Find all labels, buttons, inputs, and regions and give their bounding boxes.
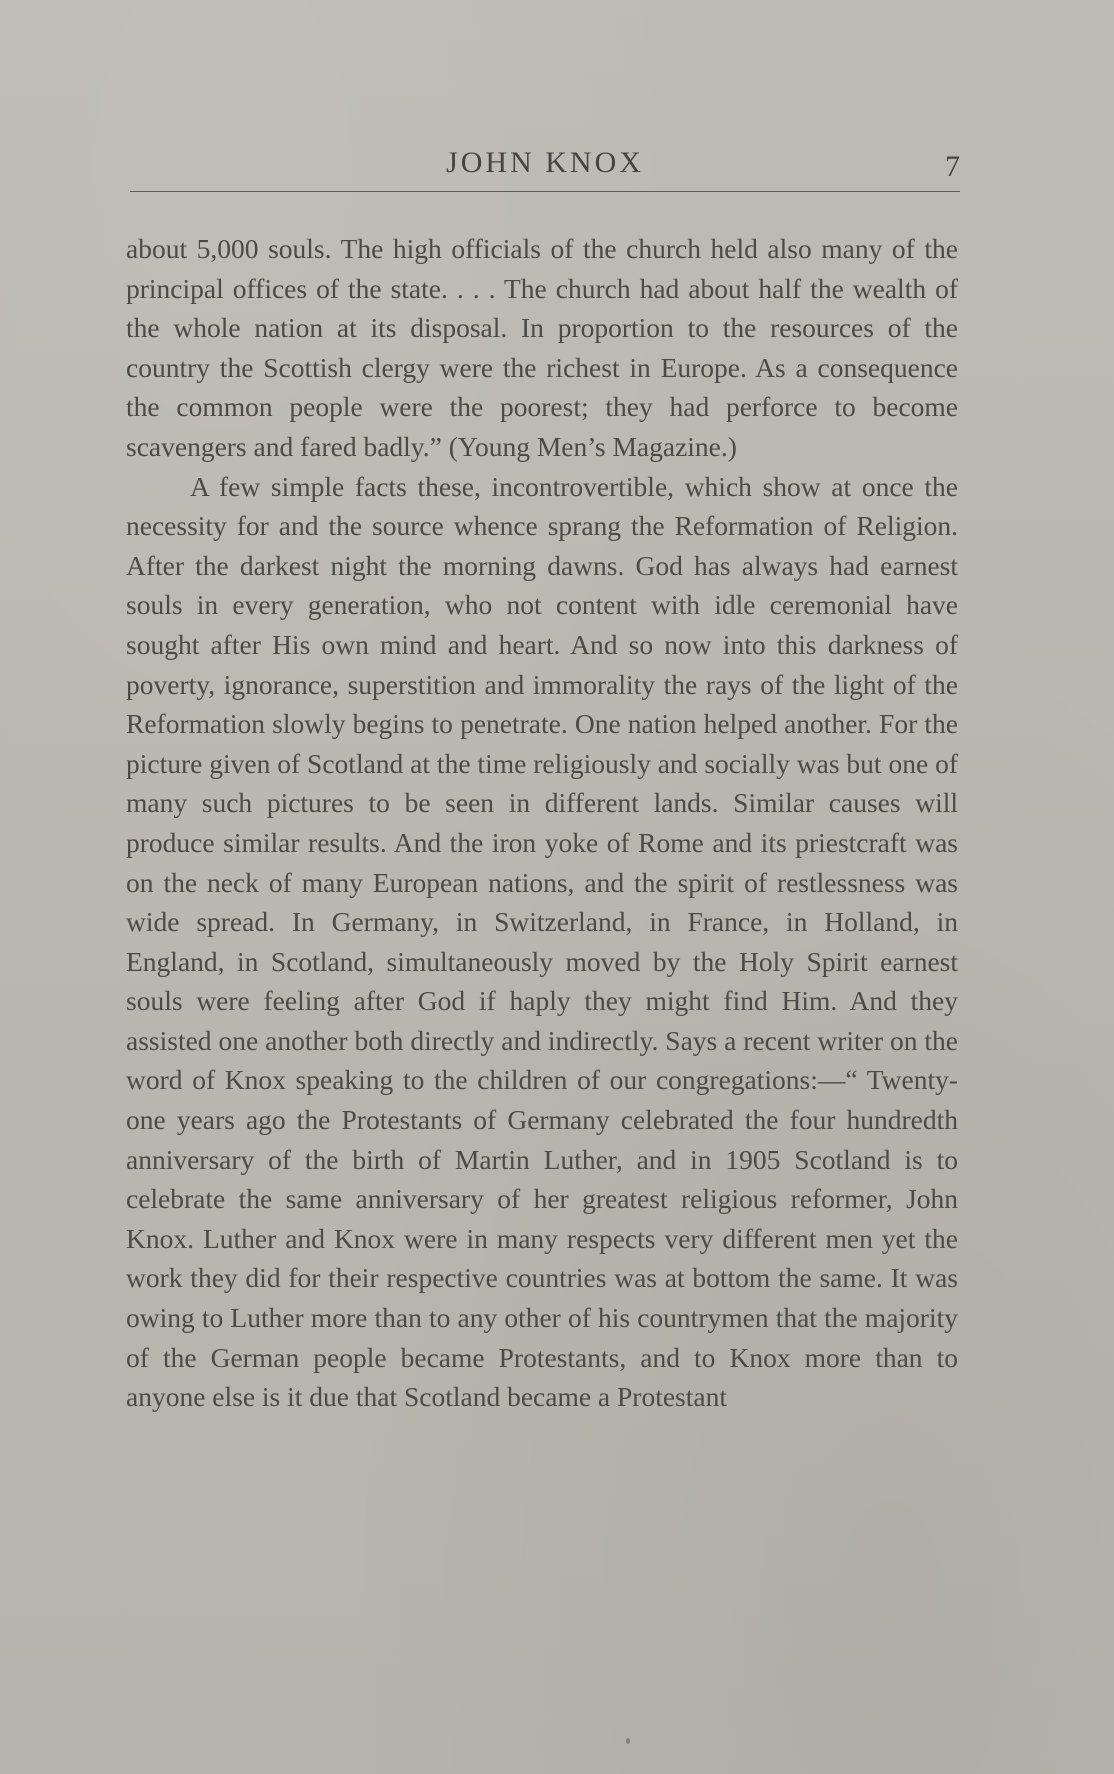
printer-mark — [626, 1738, 630, 1744]
running-title: JOHN KNOX — [446, 146, 644, 179]
paragraph-2: A few simple facts these, incontrovertible, which show at once the necessity for and the source whence sprang the Reformation of Religion. After the darkest night the morning dawns. God has always had earnest souls in every generation, who not content with idle ceremonial have sought after His own mind and heart. And so now into this darkness of poverty, ignorance, superstition and immorality the rays of the light of the Reformation slowly begins to penetrate. One nation helped another. For the picture given of Scotland at the time religiously and socially was but one of many such pictures to be seen in different lands. Similar causes will produce similar results. And the iron yoke of Rome and its priestcraft was on the neck of many European nations, and the spirit of restlessness was wide spread. In Germany, in Switzerland, in France, in Holland, in England, in Scotland, simultaneously moved by the Holy Spirit earnest souls were feeling after God if haply they might find Him. And they assisted one another both directly and indirectly. Says a recent writer on the word of Knox speaking to the children of our congregations:—“ Twenty-one years ago the Protestants of Germany celebrated the four hundredth anniversary of the birth of Martin Luther, and in 1905 Scotland is to celebrate the same anniversary of her greatest religious reformer, John Knox. Luther and Knox were in many respects very different men yet the work they did for their respective countries was at bottom the same. It was owing to Luther more than to any other of his countrymen that the majority of the German people became Protestants, and to Knox more than to anyone else is it due that Scotland became a Protestant — [126, 470, 958, 1413]
paragraph-1: about 5,000 souls. The high officials of the church held also many of the principal offices of the state. . . . The church had about half the wealth of the whole nation at its disposal. In proportion to the resources of the country the Scottish clergy were the richest in Europe. As a consequence the common people were the poorest; they had perforce to become scavengers and fared badly.” (Young Men’s Magazine.) — [126, 233, 958, 462]
body-text — [126, 229, 958, 1417]
page-number: 7 — [945, 150, 960, 183]
header-rule — [130, 191, 960, 192]
running-head — [130, 146, 960, 186]
